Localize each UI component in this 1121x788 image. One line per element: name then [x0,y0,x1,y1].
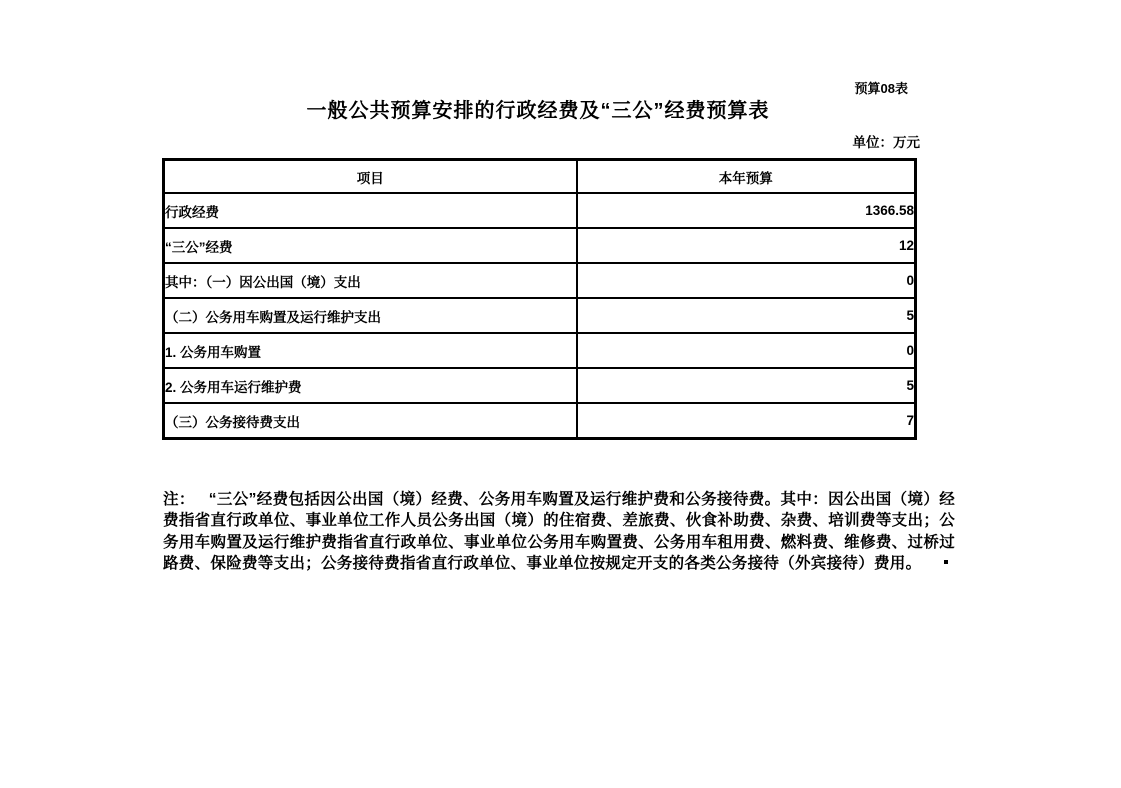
footnote-text: “三公”经费包括因公出国（境）经费、公务用车购置及运行维护费和公务接待费。其中：因公出国（境）经费指省直行政单位、事业单位工作人员公务出国（境）的住宿费、差旅费、伙食补助费、杂费、培训费等支出；公务用车购置及运行维护费指省直行政单位、事业单位公务用车购置费、公务用车租用费、燃料费、维修费、过桥过路费、保险费等支出；公务接待费指省直行政单位、事业单位按规定开支的各类公务接待（外宾接待）费用。 [163,490,955,572]
row-value: 12 [577,228,916,263]
scan-speck [944,560,948,564]
row-item-label: （二）公务用车购置及运行维护支出 [164,298,577,333]
row-value: 5 [577,298,916,333]
table-row [164,193,916,228]
footnote [163,489,955,575]
table-row [164,368,916,403]
page-title: 一般公共预算安排的行政经费及“三公”经费预算表 [306,100,770,122]
row-value: 5 [577,368,916,403]
row-item-label: 其中：（一）因公出国（境）支出 [164,263,577,298]
table-header-value: 本年预算 [577,160,916,194]
row-item-label: “三公”经费 [164,228,577,263]
table-row [164,298,916,333]
unit-label: 单位：万元 [852,135,920,150]
table-header-item: 项目 [164,160,577,194]
row-value: 7 [577,403,916,439]
footnote-label: 注： [163,490,195,508]
row-item-label: （三）公务接待费支出 [164,403,577,439]
table-row [164,333,916,368]
row-value: 0 [577,263,916,298]
row-item-label: 2. 公务用车运行维护费 [164,368,577,403]
row-item-label: 1. 公务用车购置 [164,333,577,368]
budget-table [162,158,917,440]
table-row [164,403,916,439]
doc-number-label: 预算08表 [854,81,908,96]
row-value: 0 [577,333,916,368]
table-row [164,228,916,263]
row-value: 1366.58 [577,193,916,228]
table-header-row [164,160,916,194]
table-row [164,263,916,298]
row-item-label: 行政经费 [164,193,577,228]
